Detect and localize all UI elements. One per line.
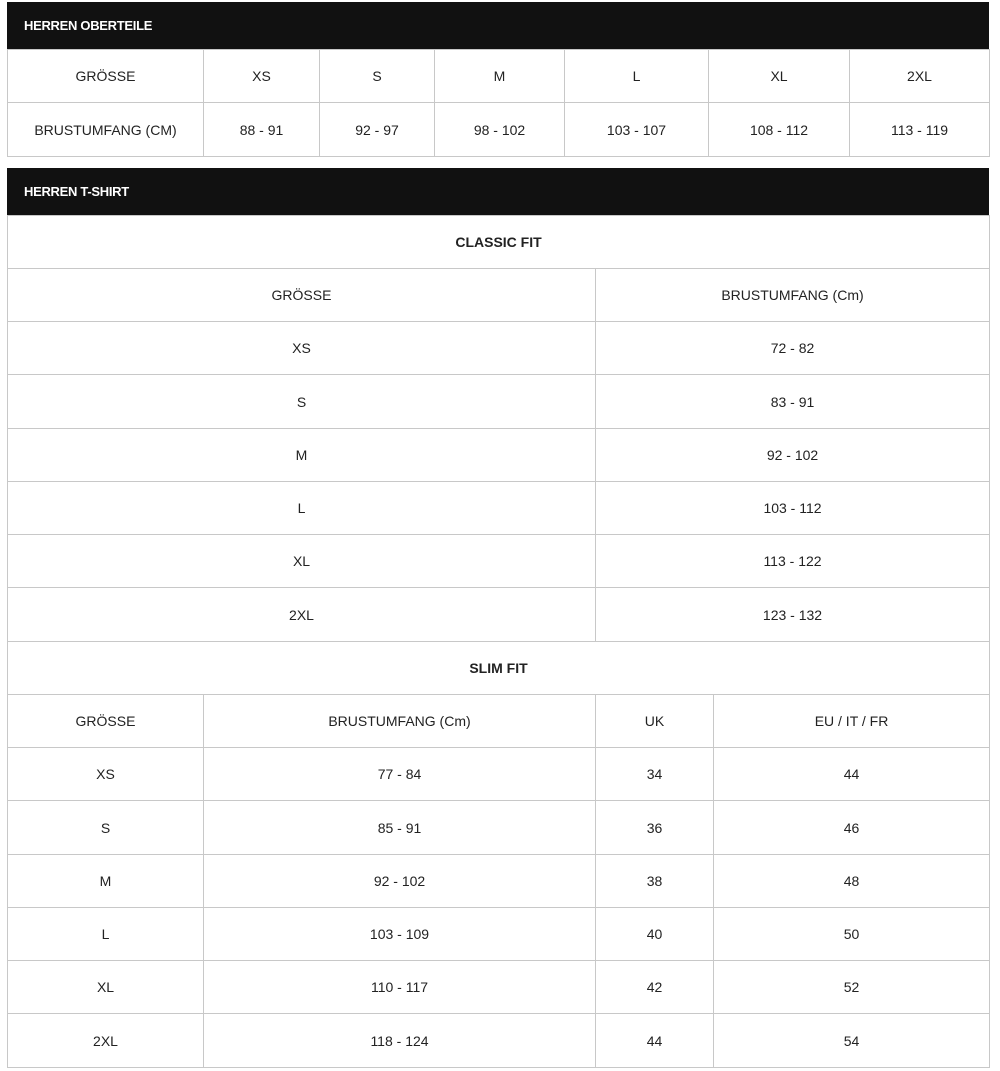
table-row xyxy=(8,908,990,961)
table-cell: 44 xyxy=(714,748,990,801)
table-row xyxy=(8,482,990,535)
table-row xyxy=(8,961,990,1014)
table-cell: 113 - 122 xyxy=(596,535,990,588)
table-row xyxy=(8,103,990,157)
table-cell: L xyxy=(8,482,596,535)
fit-title-row xyxy=(8,216,990,269)
table-row xyxy=(8,535,990,588)
table-cell: 103 - 112 xyxy=(596,482,990,535)
header-cell: M xyxy=(435,50,565,103)
table-row xyxy=(8,429,990,482)
size-table-oberteile xyxy=(7,49,990,157)
table-cell: 72 - 82 xyxy=(596,322,990,375)
table-cell: S xyxy=(8,801,204,855)
table-cell: 2XL xyxy=(8,1014,204,1068)
table-cell: 92 - 102 xyxy=(596,429,990,482)
header-cell: GRÖSSE xyxy=(8,695,204,748)
table-cell: 2XL xyxy=(8,588,596,642)
table-header-row xyxy=(8,695,990,748)
header-cell: BRUSTUMFANG (Cm) xyxy=(204,695,596,748)
header-cell: BRUSTUMFANG (Cm) xyxy=(596,269,990,322)
classic-fit-title: CLASSIC FIT xyxy=(8,216,990,269)
table-cell: 108 - 112 xyxy=(709,103,850,157)
table-header-row xyxy=(8,269,990,322)
table-cell: 42 xyxy=(596,961,714,1014)
header-cell: 2XL xyxy=(850,50,990,103)
table-cell: M xyxy=(8,429,596,482)
header-cell: XS xyxy=(204,50,320,103)
header-cell: UK xyxy=(596,695,714,748)
table-cell: BRUSTUMFANG (CM) xyxy=(8,103,204,157)
table-cell: 44 xyxy=(596,1014,714,1068)
size-table-slim-fit xyxy=(7,641,990,1068)
table-cell: XS xyxy=(8,322,596,375)
table-cell: 92 - 97 xyxy=(320,103,435,157)
section-header-oberteile: HERREN OBERTEILE xyxy=(7,2,989,49)
table-cell: 103 - 109 xyxy=(204,908,596,961)
header-cell: S xyxy=(320,50,435,103)
slim-fit-title: SLIM FIT xyxy=(8,642,990,695)
table-cell: XL xyxy=(8,961,204,1014)
size-table-classic-fit xyxy=(7,215,990,642)
table-cell: 118 - 124 xyxy=(204,1014,596,1068)
table-row xyxy=(8,748,990,801)
table-row xyxy=(8,588,990,642)
table-cell: 110 - 117 xyxy=(204,961,596,1014)
table-cell: 50 xyxy=(714,908,990,961)
header-cell: GRÖSSE xyxy=(8,269,596,322)
table-cell: 77 - 84 xyxy=(204,748,596,801)
table-cell: XL xyxy=(8,535,596,588)
table-cell: 123 - 132 xyxy=(596,588,990,642)
table-row xyxy=(8,1014,990,1068)
table-row xyxy=(8,375,990,429)
table-row xyxy=(8,322,990,375)
table-cell: 92 - 102 xyxy=(204,855,596,908)
section-header-tshirt: HERREN T-SHIRT xyxy=(7,168,989,215)
table-cell: XS xyxy=(8,748,204,801)
table-cell: 48 xyxy=(714,855,990,908)
table-header-row xyxy=(8,50,990,103)
table-cell: 52 xyxy=(714,961,990,1014)
table-cell: 83 - 91 xyxy=(596,375,990,429)
table-cell: 54 xyxy=(714,1014,990,1068)
header-cell: EU / IT / FR xyxy=(714,695,990,748)
table-cell: S xyxy=(8,375,596,429)
table-cell: 40 xyxy=(596,908,714,961)
table-row xyxy=(8,801,990,855)
header-cell: GRÖSSE xyxy=(8,50,204,103)
table-cell: M xyxy=(8,855,204,908)
header-cell: XL xyxy=(709,50,850,103)
table-row xyxy=(8,855,990,908)
header-cell: L xyxy=(565,50,709,103)
table-cell: 46 xyxy=(714,801,990,855)
table-cell: L xyxy=(8,908,204,961)
table-cell: 85 - 91 xyxy=(204,801,596,855)
table-cell: 113 - 119 xyxy=(850,103,990,157)
table-cell: 103 - 107 xyxy=(565,103,709,157)
table-cell: 98 - 102 xyxy=(435,103,565,157)
table-cell: 36 xyxy=(596,801,714,855)
table-cell: 38 xyxy=(596,855,714,908)
table-cell: 34 xyxy=(596,748,714,801)
table-cell: 88 - 91 xyxy=(204,103,320,157)
fit-title-row xyxy=(8,642,990,695)
